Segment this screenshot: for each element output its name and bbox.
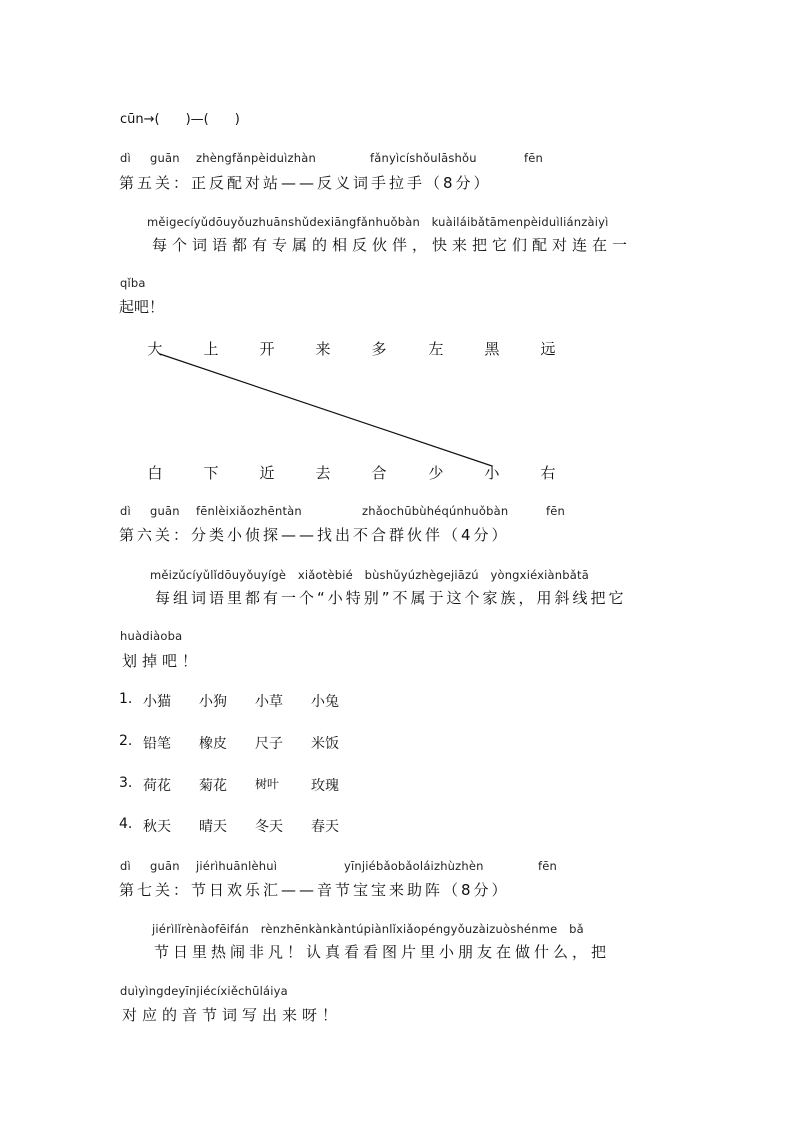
group-word[interactable]: 米饭 (311, 736, 339, 752)
group-word[interactable]: 铅笔 (143, 736, 171, 752)
group-word[interactable]: 尺子 (255, 736, 283, 752)
section6-instruction-pinyin: měizǔcíyǔlǐdōuyǒuyígè xiǎotèbié bùshǔyúzhègejiāzú yòngxiéxiànbǎtā (150, 568, 589, 582)
section6-instruction: 每组词语里都有一个“小特别”不属于这个家族，用斜线把它 (155, 589, 627, 607)
section6-pinyin-4: zhǎochūbùhéqúnhuǒbàn (362, 504, 509, 518)
group-word[interactable]: 冬天 (255, 819, 283, 835)
section5-continuation: 起吧！ (119, 298, 165, 316)
group-word[interactable]: 树叶 (255, 777, 280, 791)
match-bottom-word[interactable]: 去 (315, 464, 331, 482)
match-bottom-word[interactable]: 下 (203, 464, 219, 482)
section6-pinyin-2: guān (150, 504, 180, 518)
match-top-word[interactable]: 开 (259, 340, 275, 358)
section5-instruction-pinyin: měigecíyǔdōuyǒuzhuānshǔdexiāngfǎnhuǒbàn kuàiláibǎtāmenpèiduìliánzàiyì (147, 215, 609, 229)
section5-pinyin-3: zhèngfǎnpèiduìzhàn (196, 151, 316, 165)
group-word[interactable]: 橡皮 (199, 736, 227, 752)
match-top-word[interactable]: 上 (203, 340, 219, 358)
match-bottom-word[interactable]: 合 (371, 464, 387, 482)
section7-pinyin-4: yīnjiébǎobǎoláizhùzhèn (344, 859, 484, 873)
group-word[interactable]: 荷花 (143, 778, 171, 794)
match-bottom-word[interactable]: 少 (428, 464, 444, 482)
match-top-word[interactable]: 来 (315, 340, 331, 358)
section6-pinyin-5: fēn (546, 504, 566, 518)
match-bottom-word[interactable]: 右 (540, 464, 556, 482)
match-bottom-word[interactable]: 小 (484, 464, 500, 482)
section6-continuation-pinyin: huàdiàoba (120, 629, 183, 643)
group-word[interactable]: 春天 (311, 819, 339, 835)
match-top-word[interactable]: 大 (147, 340, 163, 358)
section7-title: 第七关：节日欢乐汇——音节宝宝来助阵（8分） (119, 881, 510, 899)
section6-pinyin-3: fēnlèixiǎozhēntàn (196, 504, 302, 518)
section5-pinyin-4: fǎnyìcíshǒulāshǒu (370, 151, 477, 165)
match-bottom-word[interactable]: 近 (259, 464, 275, 482)
section7-instruction: 节日里热闹非凡！认真看看图片里小朋友在做什么，把 (154, 943, 611, 961)
group-word[interactable]: 秋天 (143, 819, 171, 835)
section7-continuation: 对应的音节词写出来呀！ (122, 1006, 343, 1024)
group-number: 4. (119, 816, 133, 832)
group-number: 3. (119, 775, 133, 791)
match-top-word[interactable]: 远 (540, 340, 556, 358)
match-bottom-word[interactable]: 白 (147, 464, 163, 482)
section5-continuation-pinyin: qǐba (120, 276, 146, 290)
section5-pinyin-5: fēn (524, 151, 544, 165)
group-word[interactable]: 小兔 (311, 694, 339, 710)
group-number: 2. (119, 733, 133, 749)
section5-title: 第五关：正反配对站——反义词手拉手（8分） (119, 174, 492, 192)
section6-continuation: 划掉吧！ (122, 652, 203, 670)
match-top-word[interactable]: 左 (428, 340, 444, 358)
section5-instruction: 每个词语都有专属的相反伙伴，快来把它们配对连在一 (152, 236, 633, 254)
group-word[interactable]: 小草 (255, 694, 283, 710)
section6-title: 第六关：分类小侦探——找出不合群伙伴（4分） (119, 526, 510, 544)
section7-pinyin-3: jiérìhuānlèhuì (196, 859, 278, 873)
section7-instruction-pinyin: jiérìlǐrènàofēifán rènzhēnkànkàntúpiànlǐxiǎopéngyǒuzàizuòshénme bǎ (152, 922, 584, 936)
group-word[interactable]: 晴天 (199, 819, 227, 835)
match-top-word[interactable]: 黑 (484, 340, 500, 358)
section7-pinyin-1: dì (120, 859, 131, 873)
section5-pinyin-2: guān (150, 151, 180, 165)
group-word[interactable]: 小狗 (199, 694, 227, 710)
group-word[interactable]: 玫瑰 (311, 778, 339, 794)
group-word[interactable]: 菊花 (199, 778, 227, 794)
group-number: 1. (119, 691, 133, 707)
section6-pinyin-1: dì (120, 504, 131, 518)
match-connector-line (160, 354, 492, 466)
section5-pinyin-1: dì (120, 151, 131, 165)
top-pinyin-blank-line: cūn→( )—( ) (120, 112, 240, 127)
match-top-word[interactable]: 多 (371, 340, 387, 358)
section7-pinyin-5: fēn (538, 859, 558, 873)
group-word[interactable]: 小猫 (143, 694, 171, 710)
section7-pinyin-2: guān (150, 859, 180, 873)
section7-continuation-pinyin: duìyìngdeyīnjiécíxiěchūláiya (120, 984, 288, 998)
